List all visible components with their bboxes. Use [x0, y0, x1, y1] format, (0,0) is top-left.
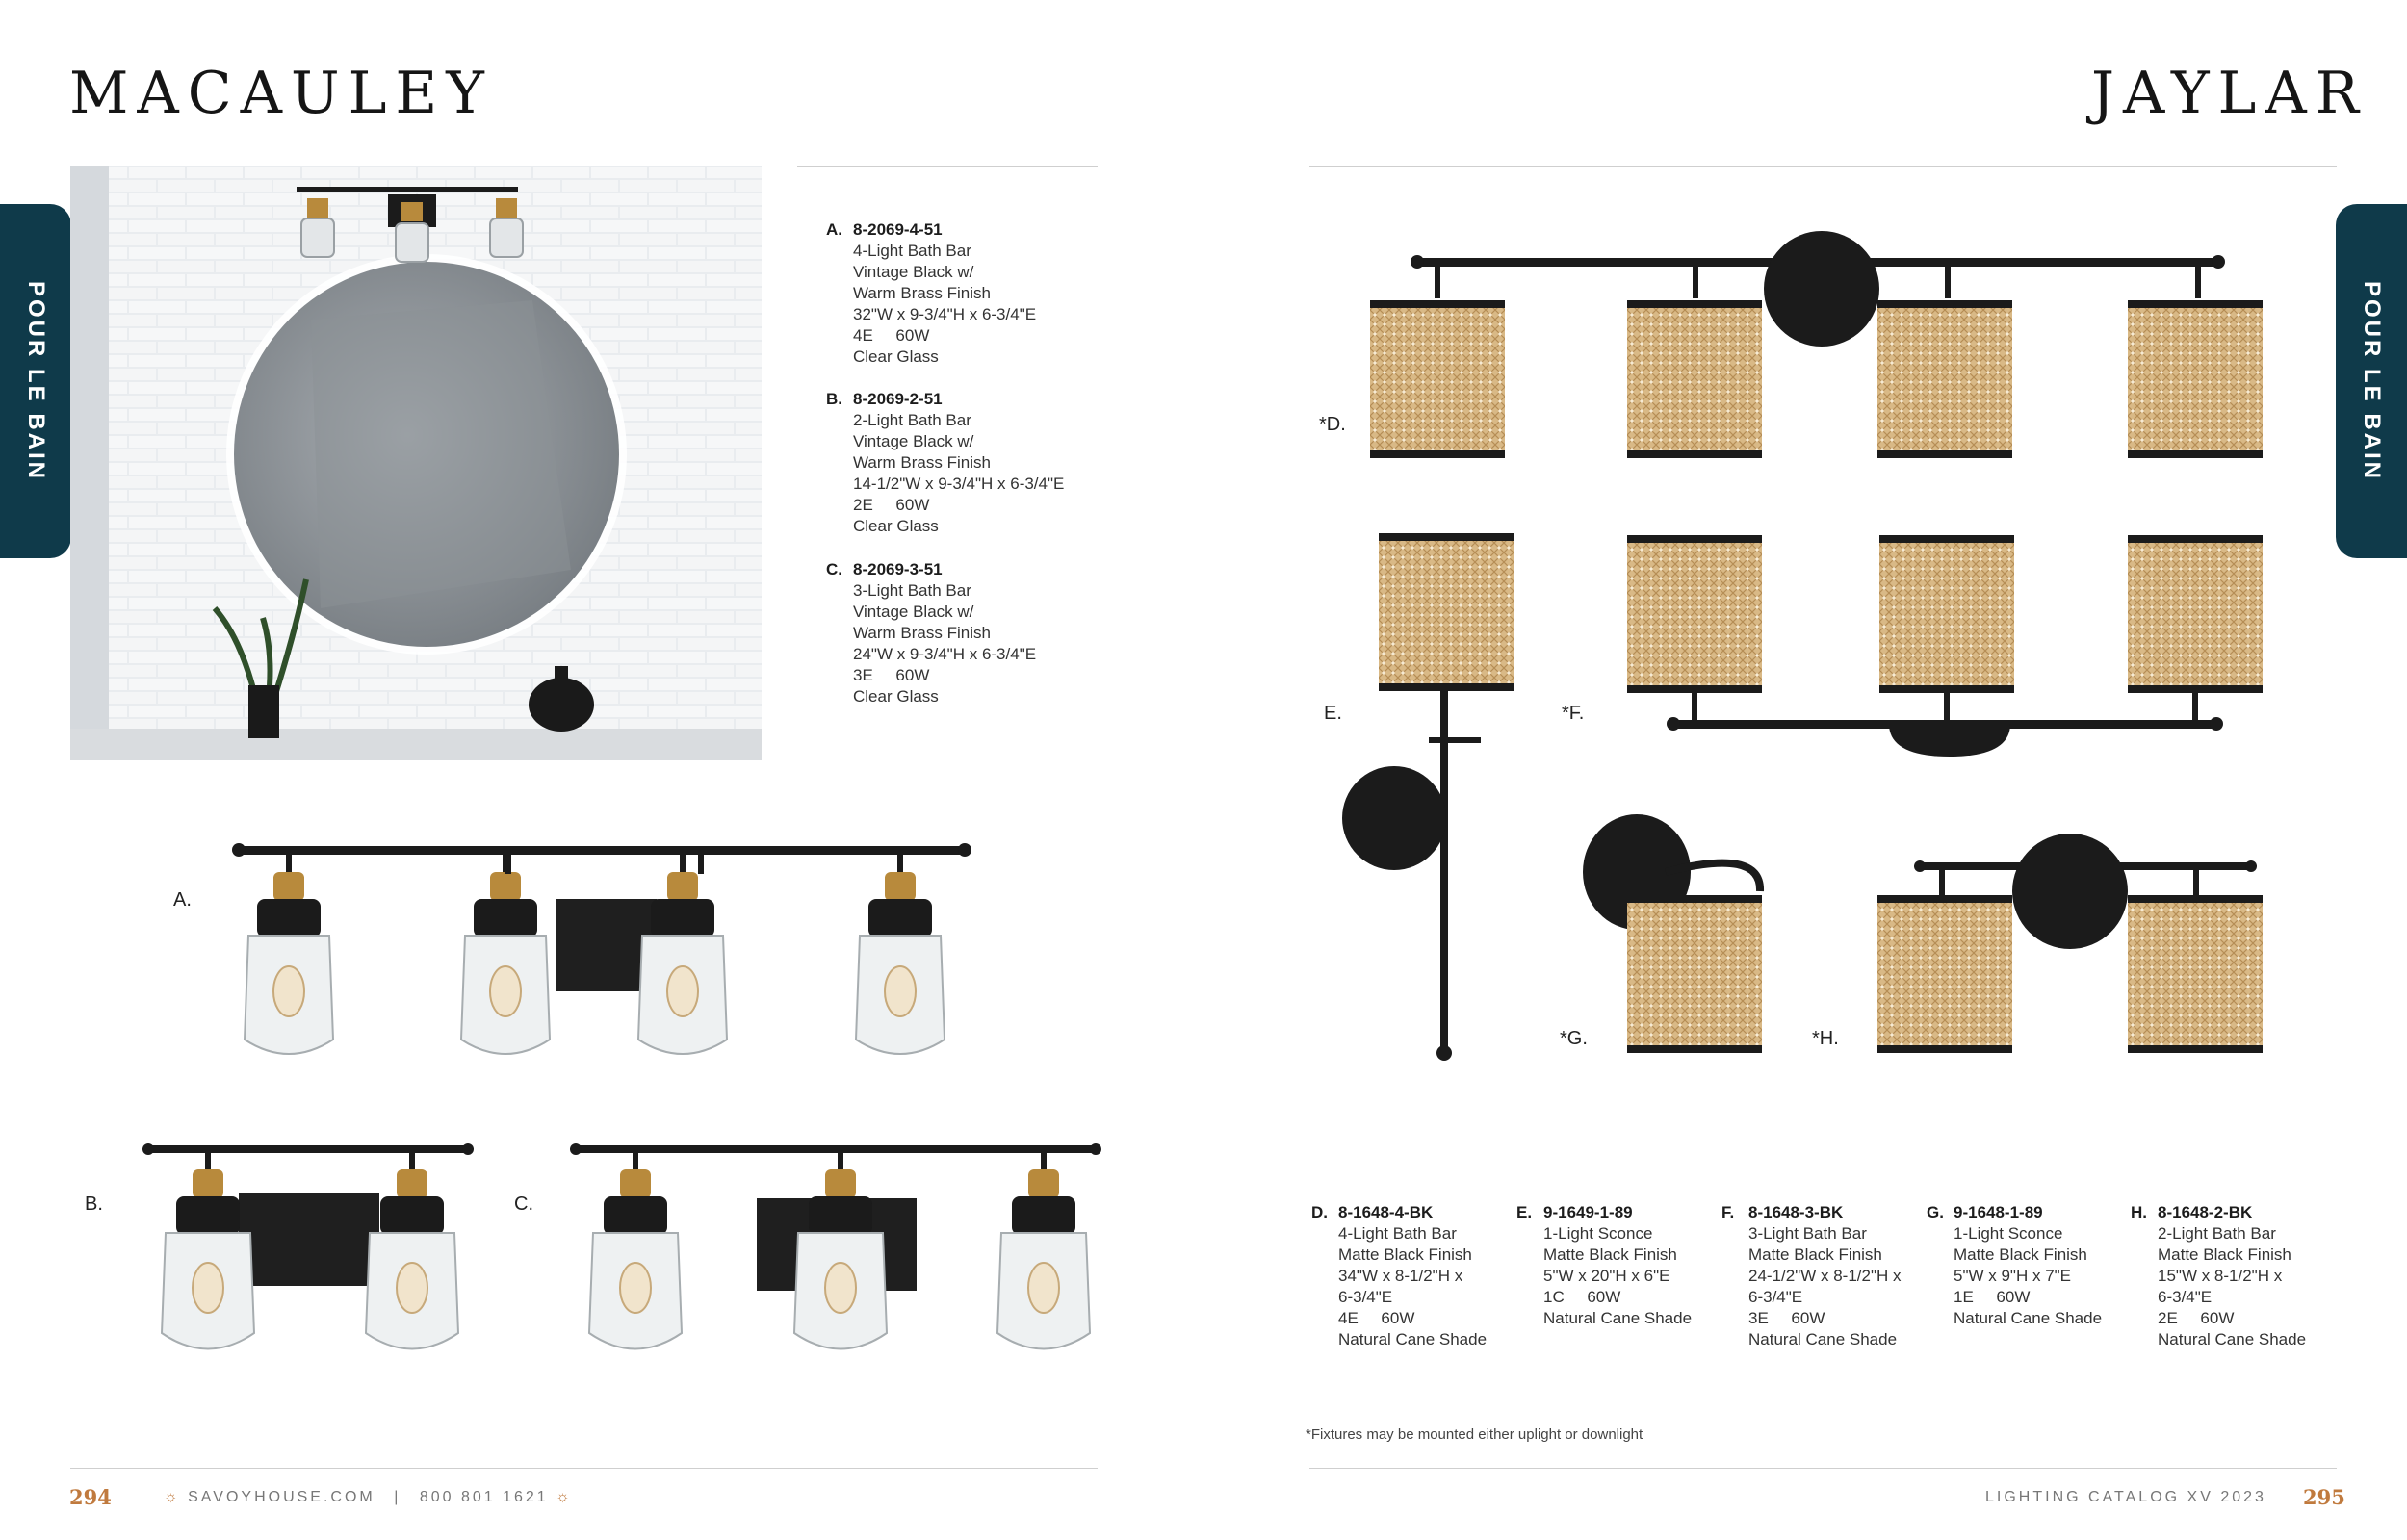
spec-line: 3-Light Bath Bar	[853, 581, 971, 600]
divider-left-top	[797, 166, 1098, 167]
phone-text[interactable]: 800 801 1621	[419, 1489, 549, 1505]
spec-line: 2-Light Bath Bar	[2158, 1224, 2276, 1243]
divider-left-bottom	[70, 1468, 1098, 1469]
spec-line: Natural Cane Shade	[2158, 1330, 2307, 1348]
spec-line: Warm Brass Finish	[853, 453, 991, 472]
side-tab-right	[2336, 204, 2407, 558]
spec-line: Matte Black Finish	[2158, 1245, 2291, 1264]
spec-line: 24"W x 9-3/4"H x 6-3/4"E	[853, 645, 1037, 663]
spec-line: 2-Light Bath Bar	[853, 411, 971, 429]
spec-letter: H.	[2131, 1203, 2147, 1221]
side-tab-label: POUR LE BAIN	[2359, 280, 2386, 482]
product-label-e: E.	[1324, 703, 1342, 724]
spec-line: 3-Light Bath Bar	[1748, 1224, 1867, 1243]
side-tab-left	[0, 204, 71, 558]
page-number-left: 294	[69, 1485, 112, 1509]
spec-line: 3E 60W	[1748, 1309, 1825, 1327]
spec-block-g	[1927, 1202, 2103, 1329]
spec-line: Natural Cane Shade	[1338, 1330, 1488, 1348]
product-label-d: *D.	[1319, 414, 1346, 435]
spec-line: Clear Glass	[853, 687, 939, 706]
spec-model: 8-1648-4-BK	[1338, 1203, 1434, 1221]
spec-line: Natural Cane Shade	[1748, 1330, 1898, 1348]
spec-model: 9-1649-1-89	[1543, 1203, 1633, 1221]
sun-icon: ☼	[164, 1489, 181, 1505]
sun-icon: ☼	[556, 1489, 573, 1505]
spec-block-a	[826, 219, 1037, 368]
spec-line: Natural Cane Shade	[1543, 1309, 1693, 1327]
spec-line: Matte Black Finish	[1954, 1245, 2087, 1264]
spec-line: 24-1/2"W x 8-1/2"H x	[1748, 1267, 1902, 1285]
mounting-note: *Fixtures may be mounted either uplight or downlight	[1306, 1426, 1643, 1443]
product-label-a: A.	[173, 889, 192, 911]
fixture-jaylar-3-light	[1627, 535, 2263, 757]
spec-line: Warm Brass Finish	[853, 624, 991, 642]
spec-line: Vintage Black w/	[853, 432, 974, 450]
spec-line: Vintage Black w/	[853, 263, 974, 281]
spec-line: 4E 60W	[853, 326, 930, 345]
spec-model: 8-2069-2-51	[853, 390, 943, 408]
spec-line: 5"W x 9"H x 7"E	[1954, 1267, 2072, 1285]
page-title-macauley: MACAULEY	[69, 60, 493, 127]
side-tab-label: POUR LE BAIN	[23, 280, 50, 482]
spec-model: 8-1648-2-BK	[2158, 1203, 2253, 1221]
spec-letter: D.	[1311, 1203, 1328, 1221]
spec-model: 8-2069-3-51	[853, 560, 943, 578]
page-title-jaylar: JAYLAR	[2091, 60, 2368, 127]
spec-line: 32"W x 9-3/4"H x 6-3/4"E	[853, 305, 1037, 323]
spec-block-f	[1721, 1202, 1902, 1350]
page-number-right: 295	[2303, 1485, 2345, 1509]
spec-line: 4E 60W	[1338, 1309, 1415, 1327]
spec-letter: F.	[1721, 1203, 1735, 1221]
product-label-b: B.	[85, 1194, 103, 1215]
spec-letter: A.	[826, 220, 842, 239]
divider-right-bottom	[1309, 1468, 2337, 1469]
spec-block-h	[2131, 1202, 2307, 1350]
spec-line: Clear Glass	[853, 347, 939, 366]
product-label-h: *H.	[1812, 1028, 1839, 1049]
fixture-jaylar-4-light	[1370, 231, 2263, 458]
spec-model: 9-1648-1-89	[1954, 1203, 2043, 1221]
spec-line: Vintage Black w/	[853, 603, 974, 621]
spec-block-d	[1311, 1202, 1488, 1350]
spec-letter: C.	[826, 560, 842, 578]
spec-line: Natural Cane Shade	[1954, 1309, 2103, 1327]
fixture-jaylar-sconce	[1342, 533, 1514, 1061]
spec-line: Warm Brass Finish	[853, 284, 991, 302]
spec-block-e	[1516, 1202, 1693, 1329]
lifestyle-photo	[70, 166, 762, 760]
spec-block-c	[826, 559, 1037, 707]
spec-line: 1E 60W	[1954, 1288, 2031, 1306]
spec-line: Matte Black Finish	[1748, 1245, 1882, 1264]
spec-line: 3E 60W	[853, 666, 930, 684]
spec-line: 1-Light Sconce	[1543, 1224, 1653, 1243]
spec-block-b	[826, 389, 1065, 537]
spec-model: 8-2069-4-51	[853, 220, 943, 239]
product-label-g: *G.	[1560, 1028, 1588, 1049]
fixture-jaylar-1-light	[1583, 814, 1762, 1053]
spec-line: 2E 60W	[2158, 1309, 2235, 1327]
product-label-c: C.	[514, 1194, 533, 1215]
spec-line: 1-Light Sconce	[1954, 1224, 2063, 1243]
spec-line: 6-3/4"E	[2158, 1288, 2213, 1306]
spec-line: 14-1/2"W x 9-3/4"H x 6-3/4"E	[853, 475, 1065, 493]
spec-letter: G.	[1927, 1203, 1944, 1221]
product-label-f: *F.	[1562, 703, 1585, 724]
footer-website	[164, 1489, 573, 1506]
website-text[interactable]: SAVOYHOUSE.COM	[188, 1489, 375, 1505]
spec-line: 1C 60W	[1543, 1288, 1621, 1306]
spec-model: 8-1648-3-BK	[1748, 1203, 1844, 1221]
footer-catalog: LIGHTING CATALOG XV 2023	[1985, 1489, 2266, 1505]
spec-line: 2E 60W	[853, 496, 930, 514]
spec-letter: E.	[1516, 1203, 1533, 1221]
spec-line: 6-3/4"E	[1338, 1288, 1393, 1306]
spec-line: 5"W x 20"H x 6"E	[1543, 1267, 1670, 1285]
spec-line: Matte Black Finish	[1543, 1245, 1677, 1264]
spec-line: 4-Light Bath Bar	[853, 242, 971, 260]
spec-line: 6-3/4"E	[1748, 1288, 1803, 1306]
spec-line: 4-Light Bath Bar	[1338, 1224, 1457, 1243]
spec-letter: B.	[826, 390, 842, 408]
spec-line: Clear Glass	[853, 517, 939, 535]
spec-line: 15"W x 8-1/2"H x	[2158, 1267, 2283, 1285]
spec-line: 34"W x 8-1/2"H x	[1338, 1267, 1463, 1285]
fixture-jaylar-2-light	[1877, 834, 2263, 1053]
spec-line: Matte Black Finish	[1338, 1245, 1472, 1264]
divider-right-top	[1309, 166, 2337, 167]
footer-separator: |	[394, 1489, 401, 1505]
